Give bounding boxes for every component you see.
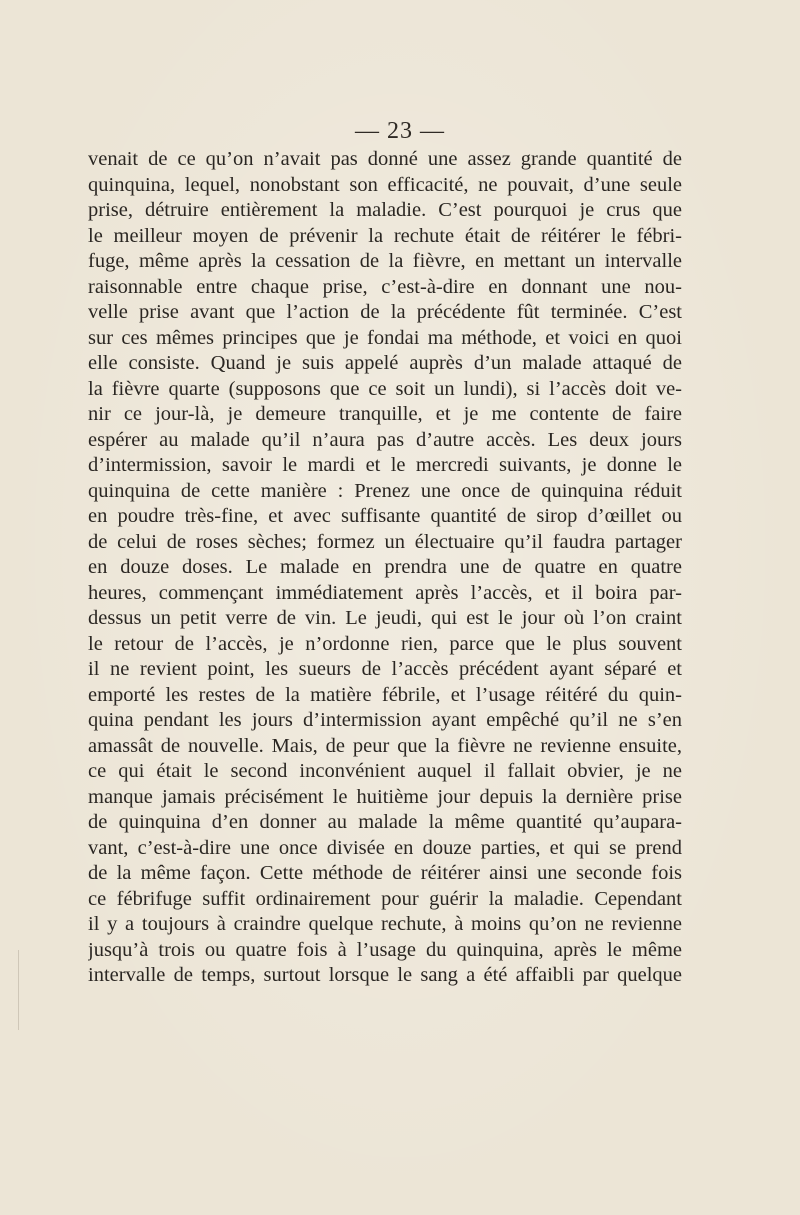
- text-line: emporté les restes de la matière fébrile, et l’usage réitéré du quin-: [88, 683, 682, 706]
- text-line: le retour de l’accès, je n’ordonne rien, parce que le plus souvent: [88, 632, 682, 655]
- body-text: [88, 147, 682, 989]
- text-line: amassât de nouvelle. Mais, de peur que la fièvre ne revienne ensuite,: [88, 734, 682, 757]
- text-line: nir ce jour-là, je demeure tranquille, et je me contente de faire: [88, 403, 682, 425]
- text-line: ce fébrifuge suffit ordinairement pour guérir la maladie. Cependant: [88, 887, 682, 910]
- text-line: il ne revient point, les sueurs de l’accès précédent ayant séparé et: [88, 658, 682, 680]
- text-line: quinquina, lequel, nonobstant son efficacité, ne pouvait, d’une seule: [88, 173, 682, 196]
- text-line: en poudre très-fine, et avec suffisante quantité de sirop d’œillet ou: [88, 505, 682, 527]
- text-line: en douze doses. Le malade en prendra une de quatre en quatre: [88, 556, 682, 578]
- text-line: de la même façon. Cette méthode de réitérer ainsi une seconde fois: [88, 862, 682, 884]
- text-line: fuge, même après la cessation de la fièvre, en mettant un intervalle: [88, 250, 682, 272]
- text-line: intervalle de temps, surtout lorsque le sang a été affaibli par quelque: [88, 964, 682, 986]
- text-line: il y a toujours à craindre quelque rechute, à moins qu’on ne revienne: [88, 913, 682, 935]
- text-line: le meilleur moyen de prévenir la rechute était de réitérer le fébri-: [88, 224, 682, 247]
- text-line: de quinquina d’en donner au malade la même quantité qu’aupara-: [88, 811, 682, 833]
- text-line: venait de ce qu’on n’avait pas donné une assez grande quantité de: [88, 148, 682, 170]
- text-line: d’intermission, savoir le mardi et le mercredi suivants, je donne le: [88, 454, 682, 476]
- text-line: la fièvre quarte (supposons que ce soit un lundi), si l’accès doit ve-: [88, 377, 682, 400]
- text-line: elle consiste. Quand je suis appelé auprès d’un malade attaqué de: [88, 352, 682, 374]
- text-line: raisonnable entre chaque prise, c’est-à-dire en donnant une nou-: [88, 275, 682, 298]
- text-line: dessus un petit verre de vin. Le jeudi, qui est le jour où l’on craint: [88, 607, 682, 629]
- page-number: — 23 —: [355, 118, 445, 144]
- text-line: ce qui était le second inconvénient auquel il fallait obvier, je ne: [88, 760, 682, 782]
- text-line: prise, détruire entièrement la maladie. C’est pourquoi je crus que: [88, 199, 682, 221]
- text-line: velle prise avant que l’action de la précédente fût terminée. C’est: [88, 301, 682, 323]
- text-line: quina pendant les jours d’intermission ayant empêché qu’il ne s’en: [88, 709, 682, 731]
- text-line: sur ces mêmes principes que je fondai ma méthode, et voici en quoi: [88, 326, 682, 349]
- text-line: espérer au malade qu’il n’aura pas d’autre accès. Les deux jours: [88, 428, 682, 451]
- text-line: de celui de roses sèches; formez un électuaire qu’il faudra partager: [88, 530, 682, 553]
- text-line: quinquina de cette manière : Prenez une once de quinquina réduit: [88, 479, 682, 502]
- text-line: vant, c’est-à-dire une once divisée en douze parties, et qui se prend: [88, 836, 682, 859]
- page-edge-shadow: [0, 950, 19, 1030]
- text-line: manque jamais précisément le huitième jour depuis la dernière prise: [88, 785, 682, 808]
- text-line: jusqu’à trois ou quatre fois à l’usage du quinquina, après le même: [88, 938, 682, 961]
- text-line: heures, commençant immédiatement après l’accès, et il boira par-: [88, 581, 682, 604]
